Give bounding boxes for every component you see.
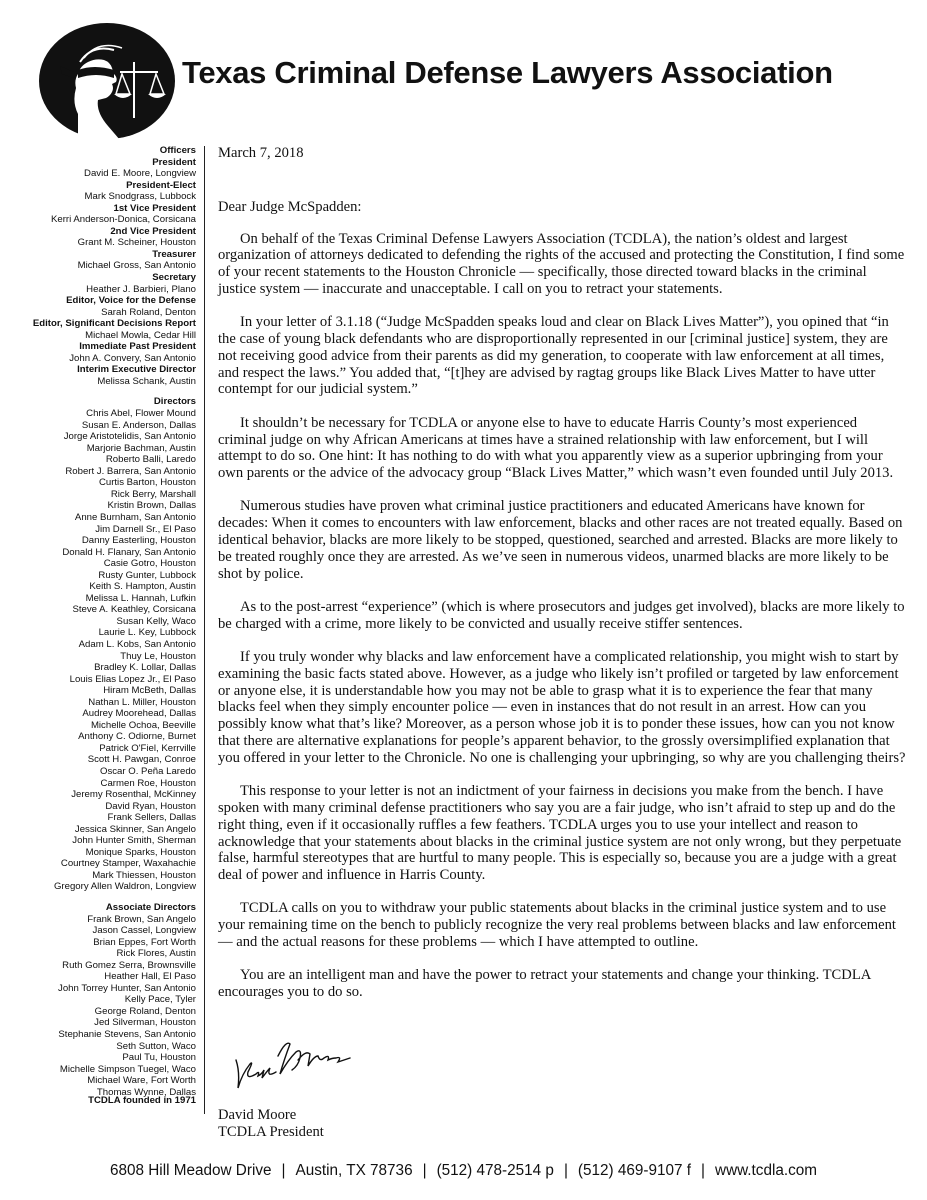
associate-director-name: Rick Flores, Austin	[116, 948, 196, 960]
officer-name: Kerri Anderson-Donica, Corsicana	[50, 214, 196, 226]
director-name: Marjorie Bachman, Austin	[86, 442, 196, 454]
tcdla-logo	[38, 22, 176, 140]
footer-separator: |	[281, 1162, 286, 1179]
footer-address: 6808 Hill Meadow Drive	[109, 1162, 272, 1179]
director-name: Jorge Aristotelidis, San Antonio	[63, 431, 196, 443]
officer-role: Interim Executive Director	[77, 364, 196, 376]
footer-separator: |	[701, 1162, 706, 1179]
officer-role: Treasurer	[152, 248, 196, 260]
director-name: Patrick O'Fiel, Kerrville	[99, 742, 196, 754]
officer-name: Mark Snodgrass, Lubbock	[84, 191, 196, 203]
director-name: Adam L. Kobs, San Antonio	[78, 638, 196, 650]
director-name: Bradley K. Lollar, Dallas	[94, 662, 196, 674]
director-name: Anthony C. Odiorne, Burnet	[78, 731, 196, 743]
director-name: Jeremy Rosenthal, McKinney	[71, 789, 196, 801]
officer-name: Heather J. Barbieri, Plano	[86, 283, 196, 295]
officer-name: Michael Gross, San Antonio	[77, 260, 196, 272]
director-name: Anne Burnham, San Antonio	[74, 511, 196, 523]
director-name: Kristin Brown, Dallas	[107, 500, 196, 512]
signature-block	[218, 1107, 324, 1141]
director-name: Danny Easterling, Houston	[81, 535, 196, 547]
letter-paragraph: As to the post-arrest “experience” (which is where prosecutors and judges get involved), blacks are more likely to be charged with a crime, more likely to be convicted and usually receive stiffer sentences.	[218, 598, 905, 632]
director-name: Thuy Le, Houston	[120, 650, 196, 662]
director-name: Audrey Moorehead, Dallas	[82, 708, 196, 720]
officer-name: Grant M. Scheiner, Houston	[77, 237, 196, 249]
director-name: Donald H. Flanary, San Antonio	[62, 546, 196, 558]
letter-paragraph: In your letter of 3.1.18 (“Judge McSpadden speaks loud and clear on Black Lives Matter”), you opined that “in the case of young black defendants who are disproportionally represented in our [criminal justice] system, they are not receiving good advice from their parents as did my generation, to cooperate with law enforcement at all times, and respect the laws.” You added that, “[t]hey are advised by ragtag groups like Black Lives Matter to have utter contempt for our judicial system.”	[218, 314, 889, 398]
director-name: Steve A. Keathley, Corsicana	[72, 604, 196, 616]
director-name: Frank Sellers, Dallas	[107, 812, 196, 824]
associate-directors-heading: Associate Directors	[105, 902, 196, 913]
director-name: Gregory Allen Waldron, Longview	[53, 881, 196, 893]
officers-sidebar	[20, 145, 196, 1106]
director-name: Laurie L. Key, Lubbock	[98, 627, 196, 639]
associate-director-name: Frank Brown, San Angelo	[87, 913, 196, 925]
director-name: Rusty Gunter, Lubbock	[98, 569, 196, 581]
director-name: Rick Berry, Marshall	[110, 488, 196, 500]
associate-director-name: Brian Eppes, Fort Worth	[93, 936, 196, 948]
officer-name: Michael Mowla, Cedar Hill	[85, 329, 196, 341]
section-gap	[20, 893, 196, 902]
director-name: Michelle Ochoa, Beeville	[90, 719, 196, 731]
founded-note: TCDLA founded in 1971	[88, 1095, 196, 1106]
associate-director-name: George Roland, Denton	[94, 1005, 196, 1017]
officer-role: Editor, Significant Decisions Report	[32, 318, 196, 330]
director-name: Monique Sparks, Houston	[85, 846, 196, 858]
letter-paragraph: On behalf of the Texas Criminal Defense Lawyers Association (TCDLA), the nation’s oldest and largest organization of attorneys dedicated to defending the rights of the accused and protecting the Constitution, I find some of your recent statements to the Houston Chronicle — specifically, those directed toward blacks in the criminal justice system — inaccurate and unacceptable. I call on you to retract your statements.	[218, 230, 905, 297]
footer-phone: (512) 478-2514 p	[436, 1162, 554, 1179]
director-name: Scott H. Pawgan, Conroe	[87, 754, 196, 766]
associate-director-name: Michael Ware, Fort Worth	[87, 1075, 196, 1087]
handwritten-signature	[226, 1030, 361, 1100]
officer-name: Melissa Schank, Austin	[97, 375, 196, 387]
director-name: Casie Gotro, Houston	[103, 558, 196, 570]
director-name: Curtis Barton, Houston	[98, 477, 196, 489]
director-name: Courtney Stamper, Waxahachie	[60, 858, 196, 870]
salutation: Dear Judge McSpadden:	[218, 198, 362, 215]
officer-role: Secretary	[152, 272, 196, 284]
associate-director-name: Jason Cassel, Longview	[92, 925, 196, 937]
director-name: Robert J. Barrera, San Antonio	[65, 465, 196, 477]
letter-paragraph: Numerous studies have proven what criminal justice practitioners and educated Americans have known for decades: When it comes to encounters with law enforcement, blacks and other races are not treated equally. Based on identical behavior, blacks are more likely to be stopped, questioned, searched and arrested. Blacks are more likely to be treated roughly once they are arrested. As we’ve seen in numerous videos, unarmed blacks are more likely to be shot by police.	[218, 498, 903, 582]
footer-contact	[0, 1162, 927, 1180]
footer-fax: (512) 469-9107 f	[577, 1162, 692, 1179]
director-name: John Hunter Smith, Sherman	[72, 835, 196, 847]
associate-director-name: Heather Hall, El Paso	[104, 971, 196, 983]
associate-director-name: Stephanie Stevens, San Antonio	[58, 1029, 196, 1041]
signer-name: David Moore	[218, 1107, 297, 1123]
letter-paragraphs	[218, 231, 908, 1001]
letter-date: March 7, 2018	[218, 145, 304, 161]
associate-director-name: Ruth Gomez Serra, Brownsville	[62, 959, 196, 971]
associate-director-name: Michelle Simpson Tuegel, Waco	[59, 1063, 196, 1075]
director-name: David Ryan, Houston	[105, 800, 196, 812]
director-name: Keith S. Hampton, Austin	[89, 581, 196, 593]
letter-body	[218, 145, 908, 1017]
associate-director-name: Thomas Wynne, Dallas	[96, 1086, 196, 1098]
officer-role: Immediate Past President	[79, 341, 196, 353]
director-name: Nathan L. Miller, Houston	[88, 696, 196, 708]
directors-heading: Directors	[153, 396, 196, 408]
associate-director-name: Jed Silverman, Houston	[94, 1017, 196, 1029]
footer-city: Austin, TX 78736	[295, 1162, 413, 1179]
officer-list	[20, 145, 196, 387]
letter-paragraph: It shouldn’t be necessary for TCDLA or anyone else to have to educate Harris County’s most experienced criminal judge on why African Americans at times have a strained relationship with law enforcement, but I will attempt to do so. One hint: It has nothing to do with what you apparently view as a superior upbringing from your own parents or the advice of the advocacy group “Black Lives Matter,” which wasn’t even founded until July 2013.	[218, 414, 894, 482]
section-gap	[20, 387, 196, 396]
director-name: Chris Abel, Flower Mound	[86, 408, 196, 420]
associate-director-name: John Torrey Hunter, San Antonio	[58, 982, 196, 994]
letter-paragraph: You are an intelligent man and have the power to retract your statements and change your thinking. TCDLA encourages you to do so.	[218, 967, 871, 1001]
footer-separator: |	[422, 1162, 427, 1179]
associate-director-list	[20, 914, 196, 1099]
associate-director-name: Kelly Pace, Tyler	[124, 994, 196, 1006]
associate-director-name: Seth Sutton, Waco	[116, 1040, 196, 1052]
officer-name: Sarah Roland, Denton	[101, 306, 196, 318]
officer-role: 1st Vice President	[113, 202, 196, 214]
footer-website[interactable]: www.tcdla.com	[715, 1162, 818, 1179]
officer-name: John A. Convery, San Antonio	[69, 352, 196, 364]
sidebar-divider	[204, 146, 205, 1114]
signer-title: TCDLA President	[218, 1124, 324, 1140]
director-name: Roberto Balli, Laredo	[105, 454, 196, 466]
officer-role: Officers	[159, 145, 196, 156]
director-name: Mark Thiessen, Houston	[92, 869, 196, 881]
director-name: Susan Kelly, Waco	[116, 615, 196, 627]
director-name: Carmen Roe, Houston	[100, 777, 196, 789]
director-name: Jessica Skinner, San Angelo	[74, 823, 196, 835]
organization-title: Texas Criminal Defense Lawyers Association	[182, 55, 833, 90]
officer-role: President	[152, 156, 196, 168]
officer-role: 2nd Vice President	[110, 225, 196, 237]
officer-role: President-Elect	[126, 179, 196, 191]
officer-role: Editor, Voice for the Defense	[66, 295, 196, 307]
director-name: Oscar O. Peña Laredo	[100, 765, 196, 777]
director-name: Louis Elias Lopez Jr., El Paso	[69, 673, 196, 685]
director-name: Susan E. Anderson, Dallas	[81, 419, 196, 431]
director-name: Melissa L. Hannah, Lufkin	[85, 592, 196, 604]
letter-paragraph: This response to your letter is not an indictment of your fairness in decisions you make from the bench. I have spoken with many criminal defense practitioners who say you are a fair judge, who isn’t afraid to step up and do the right thing, even if it occasionally ruffles a few feathers. TCDLA urges you to use your intellect and reason to acknowledge that your statements about blacks in the criminal justice system are not only wrong, but they perpetuate false, harmful stereotypes that are hurtful to many people. This is especially so, because you are a judge with a great deal of power and influence in Harris County.	[218, 783, 902, 884]
footer-separator: |	[563, 1162, 568, 1179]
letter-paragraph: If you truly wonder why blacks and law enforcement have a complicated relationship, you might wish to start by examining the basic facts stated above. However, as a judge who likely isn’t profiled or targeted by law enforcement or anyone else, it is understandable how you may not be able to grasp what it is to experience the fear that many blacks feel when they simply encounter police — even in instances that do not result in an arrest. How can you possibly know what that’s like? Moreover, as a person whose job it is to ponder these issues, how can you not know that there are alternative explanations for people’s apparent behavior, to the grossly oversimplified explanation that you offered in your letter to the Chronicle. No one is challenging your upbringing, so why are you challenging theirs?	[218, 649, 906, 766]
associate-director-name: Paul Tu, Houston	[122, 1052, 196, 1064]
director-list	[20, 408, 196, 893]
letter-paragraph: TCDLA calls on you to withdraw your public statements about blacks in the criminal justice system and to use your remaining time on the bench to publicly recognize the very real problems between blacks and law enforcement — and the actual reasons for these problems — which I have attempted to outline.	[218, 900, 896, 950]
officer-name: David E. Moore, Longview	[84, 168, 196, 180]
director-name: Hiram McBeth, Dallas	[103, 685, 196, 697]
director-name: Jim Darnell Sr., El Paso	[95, 523, 196, 535]
